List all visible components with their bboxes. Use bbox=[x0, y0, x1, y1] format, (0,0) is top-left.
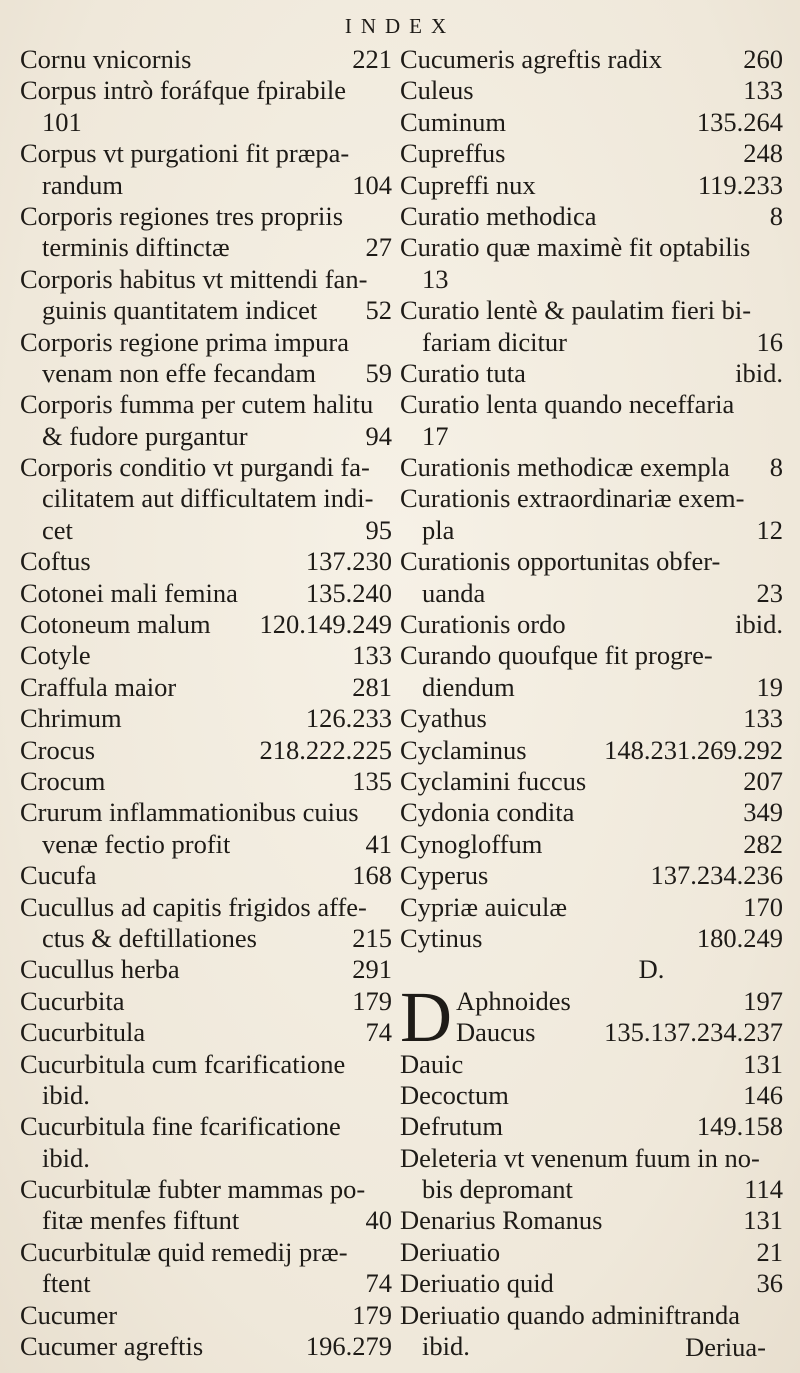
entry-page: 131 bbox=[743, 1048, 783, 1079]
entry-term: Cyathus bbox=[400, 703, 487, 734]
entry-term: Daucus bbox=[456, 1017, 536, 1048]
entry-page bbox=[386, 452, 392, 483]
index-entry bbox=[400, 829, 783, 860]
index-entry bbox=[400, 389, 783, 420]
entry-term: Deriuatio quando adminiftranda bbox=[400, 1299, 740, 1330]
entry-page: 137.230 bbox=[305, 546, 392, 577]
index-entry bbox=[20, 389, 392, 420]
entry-term: cilitatem aut difficultatem indi- bbox=[42, 483, 374, 514]
entry-term: cet bbox=[42, 514, 73, 545]
entry-term: Deriuatio bbox=[400, 1236, 501, 1267]
index-entry bbox=[400, 1300, 783, 1331]
entry-page: 8 bbox=[769, 452, 783, 483]
index-entry bbox=[400, 295, 783, 326]
index-entry bbox=[20, 923, 392, 954]
entry-page: 207 bbox=[743, 765, 783, 796]
entry-page: 74 bbox=[365, 1268, 392, 1299]
entry-page: 135.264 bbox=[696, 106, 783, 137]
entry-page: 281 bbox=[352, 671, 392, 702]
entry-term: Cornu vnicornis bbox=[20, 44, 192, 74]
entry-page: 179 bbox=[352, 1299, 392, 1330]
entry-term: Crocum bbox=[20, 765, 106, 796]
entry-term: Corpus intrò foráfque fpirabile bbox=[20, 75, 346, 106]
entry-term: Crocus bbox=[20, 734, 96, 765]
index-entry bbox=[400, 421, 783, 452]
index-entry bbox=[20, 546, 392, 577]
entry-term: Aphnoides bbox=[456, 985, 571, 1016]
entry-page bbox=[386, 75, 392, 106]
entry-page bbox=[386, 201, 392, 232]
entry-page: 291 bbox=[352, 954, 392, 985]
entry-term: pla bbox=[422, 514, 455, 545]
entry-page: 23 bbox=[756, 577, 783, 608]
index-entry bbox=[400, 860, 783, 891]
entry-term: Cotoneum malum bbox=[20, 609, 211, 640]
entry-term: Curatio lenta quando neceffaria bbox=[400, 389, 735, 420]
dropcap-block bbox=[400, 976, 783, 1057]
entry-page bbox=[386, 1049, 392, 1080]
entry-page: 36 bbox=[756, 1268, 783, 1299]
entry-page: 12 bbox=[756, 514, 783, 545]
entry-term: Curationis methodicæ exempla bbox=[400, 452, 730, 483]
index-entry bbox=[400, 452, 783, 483]
index-entry bbox=[400, 1174, 783, 1205]
index-entry bbox=[20, 640, 392, 671]
left-column bbox=[20, 44, 392, 1362]
entry-page: 74 bbox=[365, 1017, 392, 1048]
index-entry bbox=[20, 1205, 392, 1236]
entry-term: randum bbox=[42, 169, 123, 200]
index-entry bbox=[20, 1300, 392, 1331]
entry-page bbox=[777, 546, 783, 577]
index-entry bbox=[400, 546, 783, 577]
entry-page: 59 bbox=[365, 357, 392, 388]
entry-page: 168 bbox=[352, 860, 392, 891]
entry-page: 218.222.225 bbox=[259, 734, 392, 765]
entry-term: Crurum inflammationibus cuius bbox=[20, 797, 359, 828]
index-entry bbox=[20, 1268, 392, 1299]
index-entry bbox=[20, 1049, 392, 1080]
entry-page: 133 bbox=[743, 703, 783, 734]
entry-page: 126.233 bbox=[305, 703, 392, 734]
entry-page: 119.233 bbox=[697, 169, 783, 200]
entry-page: 16 bbox=[756, 326, 783, 357]
entry-term: guinis quantitatem indicet bbox=[42, 295, 318, 326]
entry-page bbox=[777, 295, 783, 326]
entry-term: Culeus bbox=[400, 75, 474, 106]
index-entry bbox=[400, 1111, 783, 1142]
entry-term: Dauic bbox=[400, 1048, 464, 1079]
entry-page bbox=[386, 107, 392, 138]
entry-term: Decoctum bbox=[400, 1079, 509, 1110]
entry-page bbox=[777, 640, 783, 671]
index-entry bbox=[20, 578, 392, 609]
entry-page bbox=[386, 264, 392, 295]
index-entry bbox=[20, 201, 392, 232]
index-entry bbox=[20, 75, 392, 106]
entry-term: & fudore purgantur bbox=[42, 420, 248, 451]
index-entry bbox=[20, 1080, 392, 1111]
entry-page: 135.240 bbox=[305, 577, 392, 608]
section-letter: D. bbox=[638, 954, 665, 985]
index-entry bbox=[400, 327, 783, 358]
index-entry bbox=[400, 201, 783, 232]
entry-term: Chrimum bbox=[20, 703, 122, 734]
entry-page bbox=[386, 138, 392, 169]
index-entry bbox=[20, 892, 392, 923]
index-entry bbox=[20, 1237, 392, 1268]
index-entry bbox=[400, 1049, 783, 1080]
entry-page bbox=[386, 1111, 392, 1142]
entry-term: Deleteria vt venenum fuum in no- bbox=[400, 1142, 760, 1173]
entry-term: diendum bbox=[422, 671, 515, 702]
entry-page bbox=[386, 892, 392, 923]
index-entry bbox=[400, 1143, 783, 1174]
entry-page: 135.137.234.237 bbox=[604, 1017, 783, 1048]
entry-term: Cydonia condita bbox=[400, 797, 575, 828]
index-entry bbox=[400, 483, 783, 514]
entry-page: 170 bbox=[743, 891, 783, 922]
index-entry bbox=[20, 264, 392, 295]
entry-page: 52 bbox=[365, 295, 392, 326]
entry-term: Cytinus bbox=[400, 922, 483, 953]
index-entry bbox=[400, 264, 783, 295]
entry-term: Cucumeris agreftis radix bbox=[400, 44, 662, 74]
entry-term: Cucullus herba bbox=[20, 954, 180, 985]
entry-term: Cucurbitulæ fubter mammas po- bbox=[20, 1174, 366, 1205]
entry-page: 180.249 bbox=[696, 922, 783, 953]
entry-term: uanda bbox=[422, 577, 486, 608]
entry-page bbox=[777, 232, 783, 263]
entry-term: Curatio tuta bbox=[400, 357, 526, 388]
entry-term: Defrutum bbox=[400, 1111, 504, 1142]
entry-term: Cucurbitula fine fcarificatione bbox=[20, 1111, 341, 1142]
index-entry bbox=[400, 44, 783, 75]
entry-page: 19 bbox=[756, 671, 783, 702]
index-entry bbox=[456, 986, 783, 1017]
entry-term: Cucurbitula cum fcarificatione bbox=[20, 1048, 346, 1079]
index-entry bbox=[400, 672, 783, 703]
entry-page bbox=[386, 389, 392, 420]
entry-page: 120.149.249 bbox=[259, 609, 392, 640]
entry-term: Cotyle bbox=[20, 640, 91, 671]
entry-term: ibid. bbox=[42, 1142, 90, 1173]
entry-term: Corporis regione prima impura bbox=[20, 326, 349, 357]
entry-term: ctus & deftillationes bbox=[42, 922, 257, 953]
entry-page: 27 bbox=[365, 232, 392, 263]
entry-term: venæ fectio profit bbox=[42, 828, 231, 859]
entry-term: 17 bbox=[422, 420, 449, 451]
entry-term: Cyperus bbox=[400, 860, 489, 891]
entry-page: 133 bbox=[352, 640, 392, 671]
index-entry bbox=[400, 797, 783, 828]
entry-term: Cucurbitula bbox=[20, 1017, 146, 1048]
entry-term: Curatio quæ maximè fit optabilis bbox=[400, 232, 751, 263]
entry-page: 179 bbox=[352, 985, 392, 1016]
index-entry bbox=[400, 138, 783, 169]
entry-page: 104 bbox=[352, 169, 392, 200]
entry-term: bis depromant bbox=[422, 1174, 573, 1205]
index-entry bbox=[20, 107, 392, 138]
running-head: INDEX bbox=[344, 14, 456, 38]
entry-term: Cuminum bbox=[400, 106, 507, 137]
dropcap-letter: D bbox=[400, 976, 452, 1057]
entry-term: Cucurbita bbox=[20, 985, 125, 1016]
entry-term: Cucullus ad capitis frigidos affe- bbox=[20, 891, 367, 922]
entry-term: Corporis regiones tres propriis bbox=[20, 200, 344, 231]
entry-term: ibid. bbox=[42, 1079, 90, 1110]
entry-term: Cucumer bbox=[20, 1299, 118, 1330]
entry-term: ftent bbox=[42, 1268, 91, 1299]
index-entry bbox=[400, 578, 783, 609]
entry-page: 196.279 bbox=[305, 1331, 392, 1362]
entry-term: Cupreffi nux bbox=[400, 169, 536, 200]
entry-page: 282 bbox=[743, 828, 783, 859]
index-entry bbox=[400, 75, 783, 106]
index-entry bbox=[400, 892, 783, 923]
entry-page: 133 bbox=[743, 75, 783, 106]
index-entry bbox=[400, 1237, 783, 1268]
entry-page bbox=[777, 1300, 783, 1331]
entry-term: terminis diftinctæ bbox=[42, 232, 230, 263]
entry-term: venam non effe fecandam bbox=[42, 357, 316, 388]
entry-term: Coftus bbox=[20, 546, 91, 577]
index-entry bbox=[20, 986, 392, 1017]
index-entry bbox=[20, 797, 392, 828]
entry-page: 40 bbox=[365, 1205, 392, 1236]
entry-term: Cyclamini fuccus bbox=[400, 765, 587, 796]
index-entry bbox=[20, 138, 392, 169]
entry-page bbox=[386, 483, 392, 514]
entry-page: 260 bbox=[743, 44, 783, 74]
entry-page bbox=[777, 264, 783, 295]
index-entry bbox=[400, 735, 783, 766]
index-entry bbox=[400, 766, 783, 797]
index-entry bbox=[20, 609, 392, 640]
index-entry bbox=[20, 358, 392, 389]
index-entry bbox=[400, 923, 783, 954]
entry-page: 21 bbox=[756, 1236, 783, 1267]
index-entry bbox=[400, 515, 783, 546]
entry-page bbox=[386, 1080, 392, 1111]
entry-term: Corporis habitus vt mittendi fan- bbox=[20, 263, 368, 294]
entry-page: 221 bbox=[352, 44, 392, 74]
index-entry bbox=[400, 232, 783, 263]
entry-term: Denarius Romanus bbox=[400, 1205, 603, 1236]
entry-term: Curando quoufque fit progre- bbox=[400, 640, 713, 671]
entry-term: 101 bbox=[42, 106, 82, 137]
entry-term: Cupreffus bbox=[400, 138, 506, 169]
entry-term: Curationis ordo bbox=[400, 609, 566, 640]
entry-page: 215 bbox=[352, 922, 392, 953]
index-entry bbox=[20, 421, 392, 452]
entry-term: Cucufa bbox=[20, 860, 97, 891]
entry-page: 131 bbox=[743, 1205, 783, 1236]
index-entry bbox=[400, 1268, 783, 1299]
index-entry bbox=[20, 327, 392, 358]
index-entry bbox=[400, 107, 783, 138]
index-entry bbox=[20, 1143, 392, 1174]
entry-term: Curationis extraordinariæ exem- bbox=[400, 483, 745, 514]
entry-page bbox=[386, 327, 392, 358]
entry-term: Curationis opportunitas obfer- bbox=[400, 546, 721, 577]
entry-page: 149.158 bbox=[696, 1111, 783, 1142]
index-entry bbox=[20, 829, 392, 860]
index-entry bbox=[400, 609, 783, 640]
entry-page bbox=[386, 1143, 392, 1174]
entry-page: ibid. bbox=[735, 357, 783, 388]
entry-page bbox=[386, 1174, 392, 1205]
index-entry bbox=[400, 358, 783, 389]
entry-page bbox=[386, 1237, 392, 1268]
index-entry bbox=[20, 232, 392, 263]
entry-page: 95 bbox=[365, 514, 392, 545]
entry-term: Cucurbitulæ quid remedij præ- bbox=[20, 1236, 348, 1267]
index-entry bbox=[20, 515, 392, 546]
entry-term: Corporis conditio vt purgandi fa- bbox=[20, 452, 370, 483]
entry-page: 94 bbox=[365, 420, 392, 451]
entry-term: Deriuatio quid bbox=[400, 1268, 554, 1299]
index-entry bbox=[400, 1080, 783, 1111]
entry-term: Cyclaminus bbox=[400, 734, 527, 765]
index-entry bbox=[400, 703, 783, 734]
entry-page: 148.231.269.292 bbox=[604, 734, 783, 765]
entry-page: 137.234.236 bbox=[650, 860, 783, 891]
index-entry bbox=[20, 44, 392, 75]
entry-term: 13 bbox=[422, 263, 449, 294]
index-entry bbox=[20, 735, 392, 766]
entry-term: ibid. bbox=[422, 1331, 470, 1362]
index-entry bbox=[20, 452, 392, 483]
entry-page: 114 bbox=[744, 1174, 783, 1205]
entry-page: 248 bbox=[743, 138, 783, 169]
entry-term: Cotonei mali femina bbox=[20, 577, 238, 608]
entry-term: Curatio methodica bbox=[400, 200, 597, 231]
entry-page: 197 bbox=[743, 985, 783, 1016]
entry-term: Cucumer agreftis bbox=[20, 1331, 204, 1362]
entry-page bbox=[386, 797, 392, 828]
entry-page: ibid. bbox=[735, 609, 783, 640]
index-entry bbox=[20, 766, 392, 797]
entry-page bbox=[777, 1331, 783, 1362]
index-entry bbox=[20, 1331, 392, 1362]
index-entry bbox=[20, 1111, 392, 1142]
index-entry bbox=[400, 1205, 783, 1236]
index-entry bbox=[20, 170, 392, 201]
entry-term: Craffula maior bbox=[20, 671, 177, 702]
index-entry bbox=[20, 295, 392, 326]
entry-term: fitæ menfes fiftunt bbox=[42, 1205, 240, 1236]
index-entry bbox=[20, 1174, 392, 1205]
index-entry bbox=[20, 483, 392, 514]
index-entry bbox=[400, 170, 783, 201]
entry-page: 146 bbox=[743, 1079, 783, 1110]
entry-term: Corpus vt purgationi fit præpa- bbox=[20, 138, 350, 169]
entry-term: Curatio lentè & paulatim fieri bi- bbox=[400, 295, 752, 326]
index-entry bbox=[20, 1017, 392, 1048]
index-entry bbox=[456, 1017, 783, 1048]
index-entry bbox=[400, 640, 783, 671]
index-entry bbox=[20, 954, 392, 985]
entry-term: Cynogloffum bbox=[400, 828, 543, 859]
index-entry bbox=[20, 672, 392, 703]
index-entry bbox=[20, 860, 392, 891]
entry-page: 135 bbox=[352, 765, 392, 796]
index-entry bbox=[20, 703, 392, 734]
entry-page: 349 bbox=[743, 797, 783, 828]
right-column bbox=[400, 44, 783, 1362]
entry-page bbox=[777, 483, 783, 514]
entry-page bbox=[777, 1143, 783, 1174]
entry-page: 41 bbox=[365, 828, 392, 859]
entry-page: 8 bbox=[769, 200, 783, 231]
entry-term: Corporis fumma per cutem halitu bbox=[20, 389, 374, 420]
entry-page bbox=[777, 421, 783, 452]
entry-term: Cypriæ auiculæ bbox=[400, 891, 568, 922]
entry-page bbox=[777, 389, 783, 420]
entry-term: fariam dicitur bbox=[422, 326, 567, 357]
catchword: Deriua- bbox=[685, 1332, 766, 1362]
